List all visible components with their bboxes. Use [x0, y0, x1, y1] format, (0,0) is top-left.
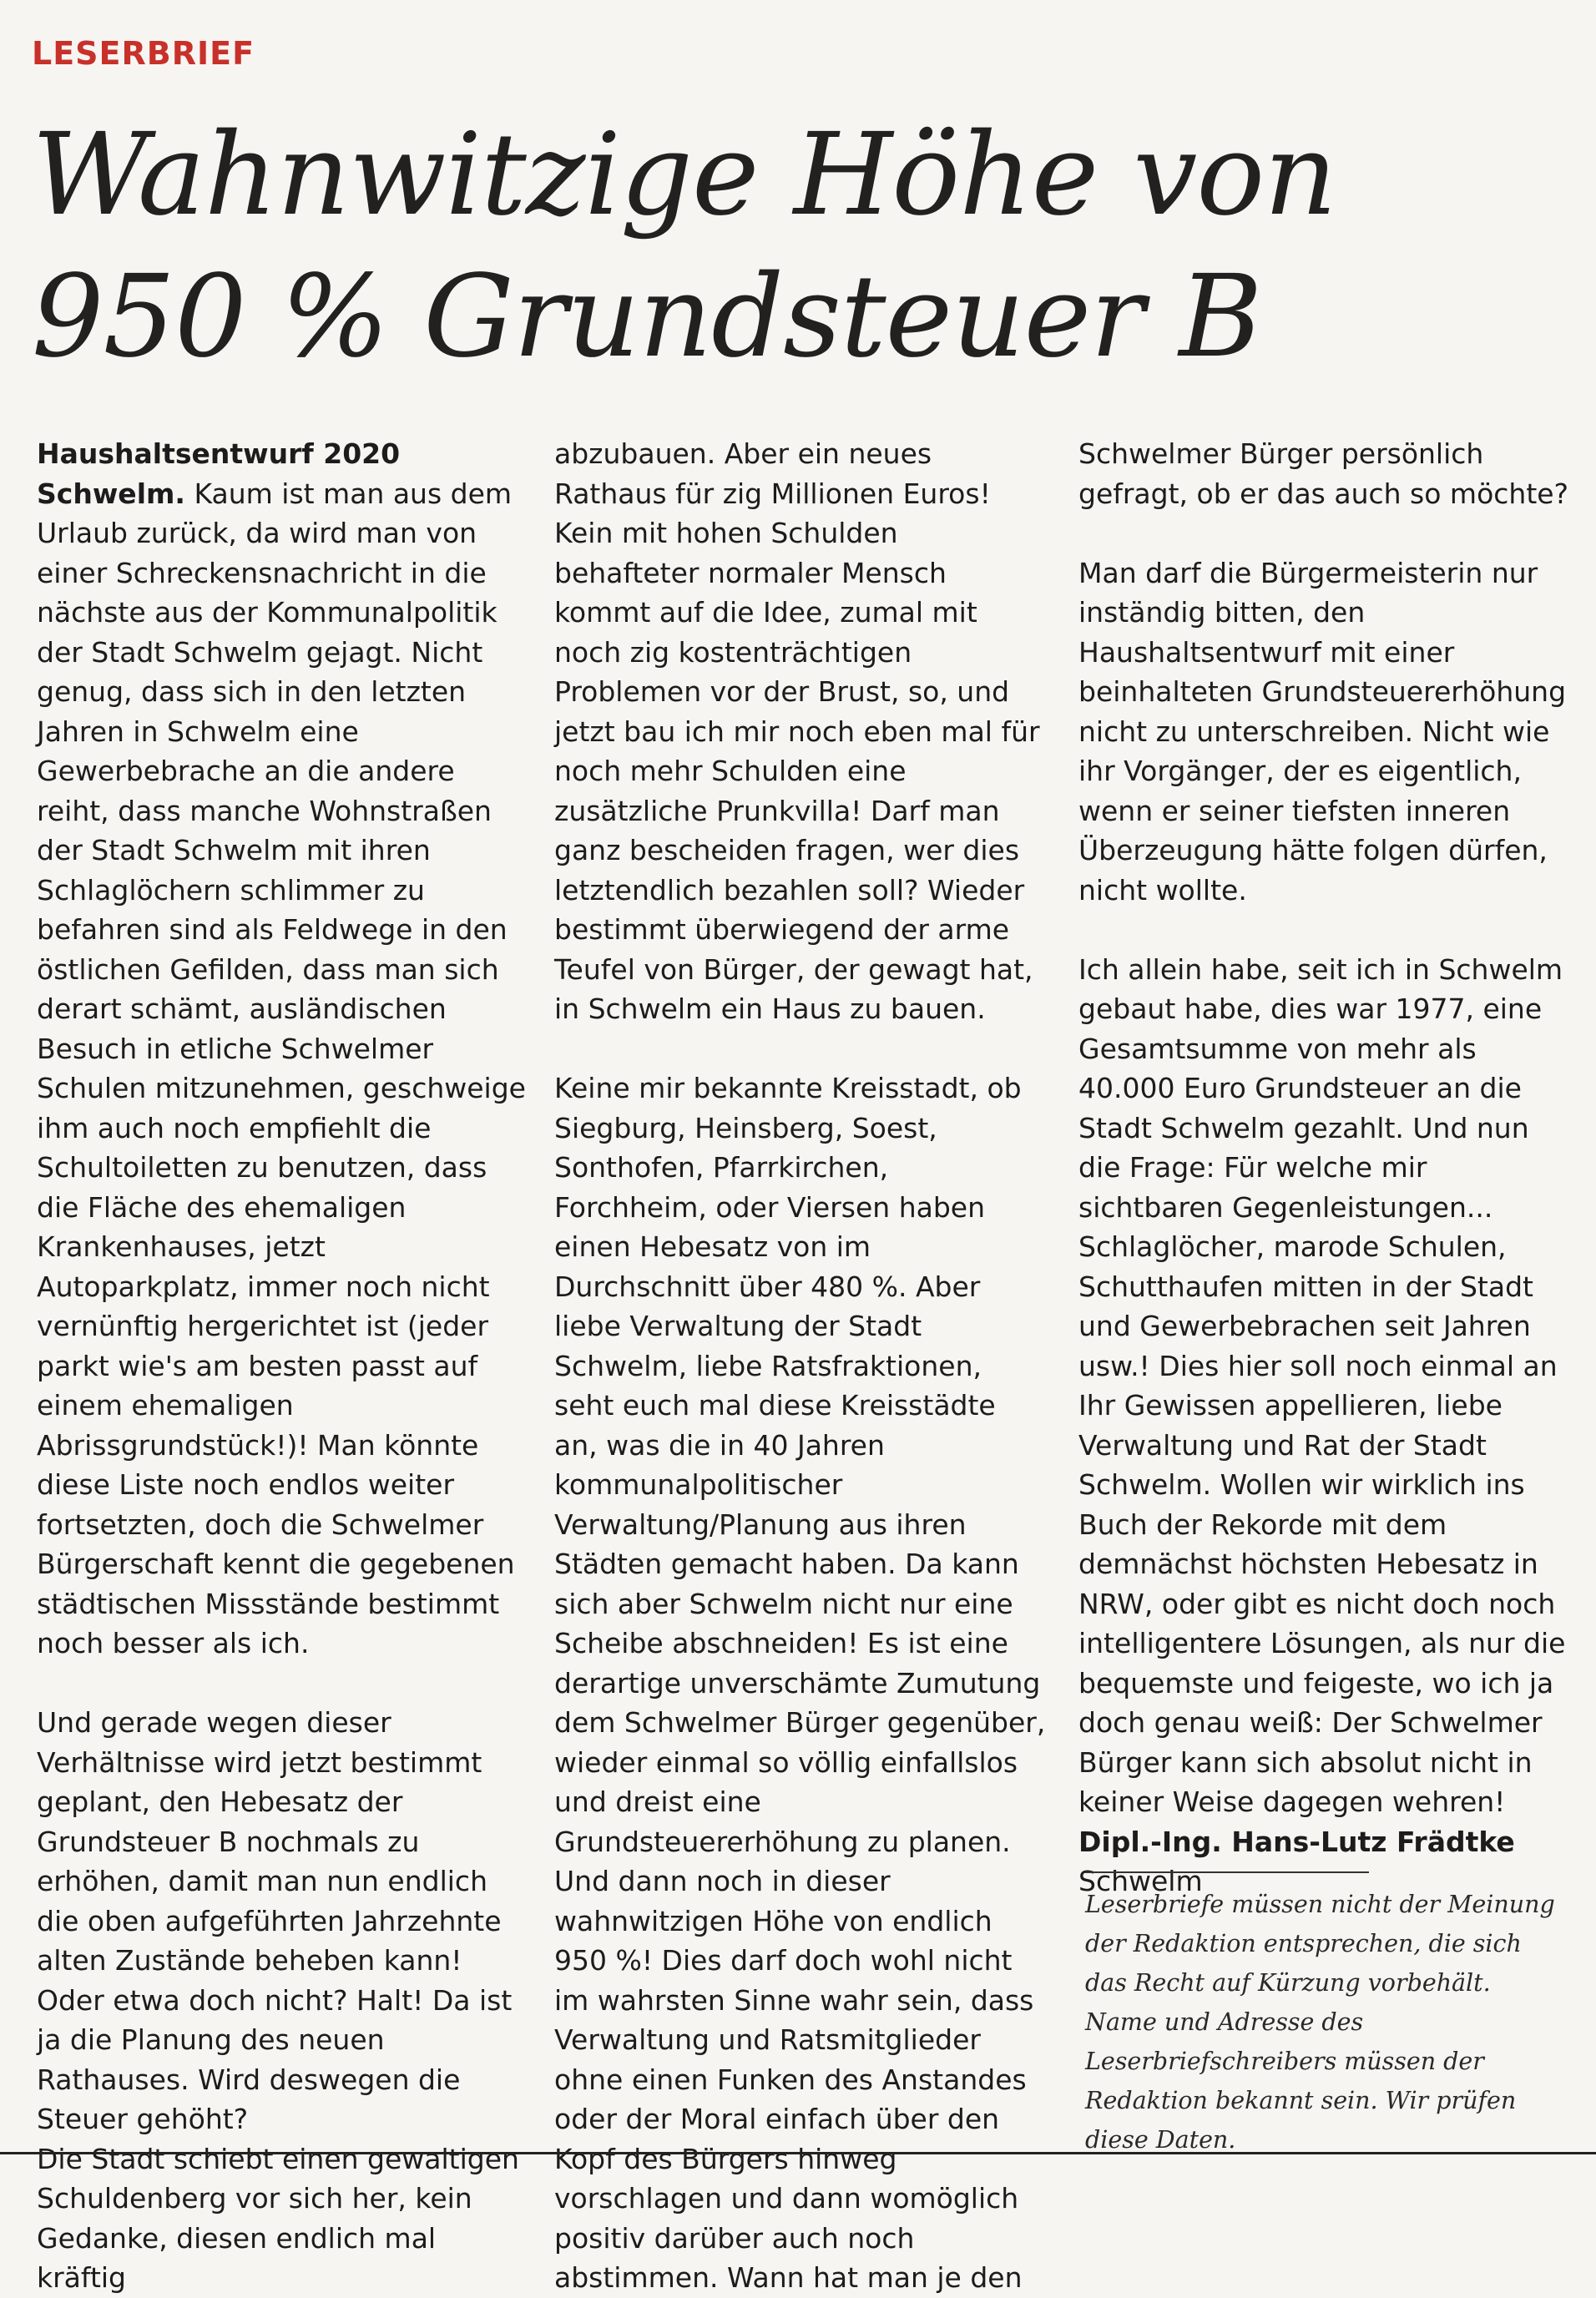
paragraph-1-text: Kaum ist man aus dem Urlaub zurück, da wird man von einer Schreckensnachricht in die nächste aus der Kommunalpolitik der Stadt Schwelm gejagt. Nicht genug, dass sich in den letzten Jahren in Schwelm eine Gewerbebrache an die andere reiht, dass manche Wohnstraßen der Stadt Schwelm mit ihren Schlaglöchern schlimmer zu befahren sind als Feldwege in den östlichen Gefilden, dass man sich derart schämt, ausländischen Besuch in etliche Schwelmer Schulen mitzunehmen, geschweige ihm auch noch empfiehlt die Schultoiletten zu benutzen, dass die Fläche des ehemaligen Krankenhauses, jetzt Autoparkplatz, immer noch nicht vernünftig hergerichtet ist (jeder parkt wie's am besten passt auf einem ehemaligen Abrissgrundstück!)! Man könnte diese Liste noch endlos weiter fortsetzten, doch die Schwelmer Bürgerschaft kennt die gegebenen städtischen Missstände bestimmt noch besser als ich.: [37, 477, 526, 1659]
section-kicker: LESERBRIEF: [32, 35, 255, 72]
paragraph-3-end: abzubauen. Aber ein neues Rathaus für zig Millionen Euros! Kein mit hohen Schulden behafteter normaler Mensch kommt auf die Idee, zumal mit noch zig kostenträchtigen Problemen vor der Brust, so, und jetzt bau ich mir noch eben mal für noch mehr Schulden eine zusätzliche Prunkvilla! Darf man ganz bescheiden fragen, wer dies letztendlich bezahlen soll? Wieder bestimmt überwiegend der arme Teufel von Bürger, der gewagt hat, in Schwelm ein Haus zu bauen.: [554, 437, 1040, 1025]
column-2: [554, 434, 1047, 2298]
author-name: Dipl.-Ing. Hans-Lutz Frädtke: [1078, 1825, 1515, 1858]
headline-line-1: Wahnwitzige Höhe von: [32, 109, 1336, 241]
paragraph-2: Und gerade wegen dieser Verhältnisse wird jetzt bestimmt geplant, den Hebesatz der Grundsteuer B nochmals zu erhöhen, damit man nun endlich die oben aufgeführten Jahrzehnte alten Zustände beheben kann! Oder etwa doch nicht? Halt! Da ist ja die Planung des neuen Rathauses. Wird deswegen die Steuer gehöht?: [37, 1706, 513, 2135]
headline-line-2: 950 % Grundsteuer B: [32, 251, 1262, 383]
lead-in: Haushaltsentwurf 2020 Schwelm.: [37, 437, 401, 510]
paragraph-5: Man darf die Bürgermeisterin nur inständig bitten, den Haushaltsentwurf mit einer beinhalteten Grundsteuererhöhung nicht zu unterschreiben. Nicht wie ihr Vorgänger, der es eigentlich, wenn er seiner tiefsten inneren Überzeugung hätte folgen dürfen, nicht wollte.: [1078, 556, 1567, 907]
headline: [32, 104, 1568, 388]
author-city: Schwelm: [1078, 1865, 1203, 1897]
paragraph-4-end: Schwelmer Bürger persönlich gefragt, ob er das auch so möchte?: [1078, 437, 1569, 510]
column-3: [1078, 434, 1571, 1902]
paragraph-1: [37, 434, 529, 1664]
column-1: [37, 434, 529, 2298]
disclaimer-divider: [1085, 1871, 1369, 1873]
paragraph-4-start: Keine mir bekannte Kreisstadt, ob Siegburg, Heinsberg, Soest, Sonthofen, Pfarrkirchen, Forchheim, oder Viersen haben einen Hebesatz von im Durchschnitt über 480 %. Aber liebe Verwaltung der Stadt Schwelm, liebe Ratsfraktionen, seht euch mal diese Kreisstädte an, was die in 40 Jahren kommunalpolitischer Verwaltung/Planung aus ihren Städten gemacht haben. Da kann sich aber Schwelm nicht nur eine Scheibe abschneiden! Es ist eine derartige unverschämte Zumutung dem Schwelmer Bürger gegenüber, wieder einmal so völlig einfallslos und dreist eine Grundsteuererhöhung zu planen. Und dann noch in dieser wahnwitzigen Höhe von endlich 950 %! Dies darf doch wohl nicht im wahrsten Sinne wahr sein, dass Verwaltung und Ratsmitglieder ohne einen Funken des Anstandes oder der Moral einfach über den Kopf des Bürgers hinweg vorschlagen und dann womöglich positiv darüber auch noch abstimmen. Wann hat man je den: [554, 1072, 1046, 2294]
editorial-disclaimer: Leserbriefe müssen nicht der Meinung der Redaktion entsprechen, die sich das Recht auf Kürzung vorbehält. Name und Adresse des Leserbriefschreibers müssen der Redaktion bekannt sein. Wir prüfen diese Daten.: [1085, 1891, 1555, 2154]
paragraph-3-start: Die Stadt schiebt einen gewaltigen Schuldenberg vor sich her, kein Gedanke, diesen endlich mal kräftig: [37, 2142, 519, 2294]
bottom-rule: [0, 2152, 1596, 2154]
paragraph-6: Ich allein habe, seit ich in Schwelm gebaut habe, dies war 1977, eine Gesamtsumme von mehr als 40.000 Euro Grundsteuer an die Stadt Schwelm gezahlt. Und nun die Frage: Für welche mir sichtbaren Gegenleistungen... Schlaglöcher, marode Schulen, Schutthaufen mitten in der Stadt und Gewerbebrachen seit Jahren usw.! Dies hier soll noch einmal an Ihr Gewissen appellieren, liebe Verwaltung und Rat der Stadt Schwelm. Wollen wir wirklich ins Buch der Rekorde mit dem demnächst höchsten Hebesatz in NRW, oder gibt es nicht doch noch intelligentere Lösungen, als nur die bequemste und feigeste, wo ich ja doch genau weiß: Der Schwelmer Bürger kann sich absolut nicht in keiner Weise dagegen wehren!: [1078, 952, 1566, 1818]
